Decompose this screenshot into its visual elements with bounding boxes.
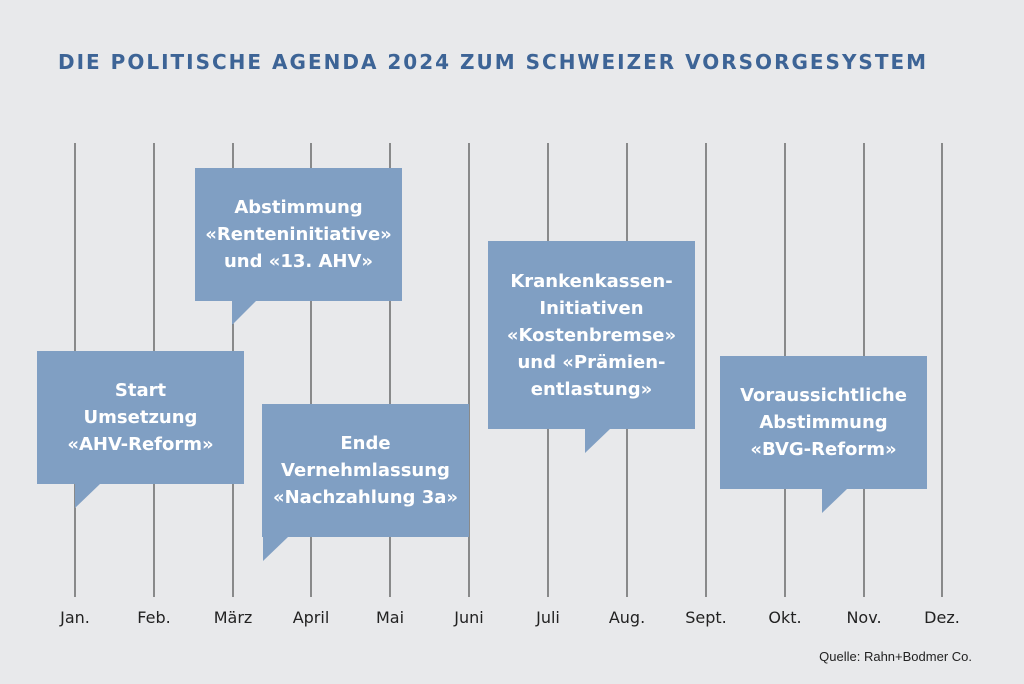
event-line: entlastung» [530, 378, 653, 400]
event-line: «BVG-Reform» [750, 439, 897, 460]
source-note: Quelle: Rahn+Bodmer Co. [819, 649, 972, 664]
month-label-aug: Aug. [608, 608, 646, 627]
event-line: und «Prämien- [517, 351, 666, 373]
event-line: «Kostenbremse» [506, 324, 677, 346]
month-label-okt: Okt. [768, 608, 802, 627]
month-label-jan: Jan. [60, 608, 90, 627]
month-label-mai: Mai [375, 608, 405, 627]
tail-krankenkassen [585, 429, 610, 453]
event-line: Initiativen [539, 297, 644, 319]
tail-nachzahlung [263, 537, 288, 561]
event-line: Abstimmung [759, 412, 888, 433]
event-line: Krankenkassen- [510, 270, 673, 292]
event-bubble-ende-vernehmlassung [262, 404, 469, 537]
tail-bvg [822, 489, 847, 513]
event-line: Vernehmlassung [281, 460, 450, 481]
month-label-nov: Nov. [846, 608, 882, 627]
event-bubble-abstimmung-renteninitiative [195, 168, 402, 301]
event-bubble-krankenkassen-initiativen [488, 241, 695, 429]
month-label-juli: Juli [536, 608, 560, 627]
event-line: Umsetzung [83, 407, 198, 428]
event-line: Ende [340, 433, 391, 454]
month-label-april: April [292, 608, 330, 627]
tail-abstimmung [232, 301, 256, 325]
month-label-sept: Sept. [685, 608, 727, 627]
event-bubble-bvg-reform [720, 356, 927, 489]
month-label-dez: Dez. [924, 608, 960, 627]
tail-ahv-reform [75, 484, 100, 508]
event-line: «Nachzahlung 3a» [272, 487, 458, 508]
event-line: und «13. AHV» [223, 251, 374, 272]
month-label-juni: Juni [454, 608, 484, 627]
event-line: Start [114, 380, 167, 401]
event-line: Abstimmung [234, 197, 363, 218]
event-line: «Renteninitiative» [205, 224, 392, 245]
chart-title: DIE POLITISCHE AGENDA 2024 ZUM SCHWEIZER VORSORGESYSTEM [58, 50, 929, 74]
event-line: Voraussichtliche [740, 385, 907, 406]
event-line: «AHV-Reform» [67, 434, 214, 455]
month-label-feb: Feb. [137, 608, 171, 627]
month-label-maerz: März [213, 608, 253, 627]
event-bubble-start-ahv-reform [37, 351, 244, 484]
